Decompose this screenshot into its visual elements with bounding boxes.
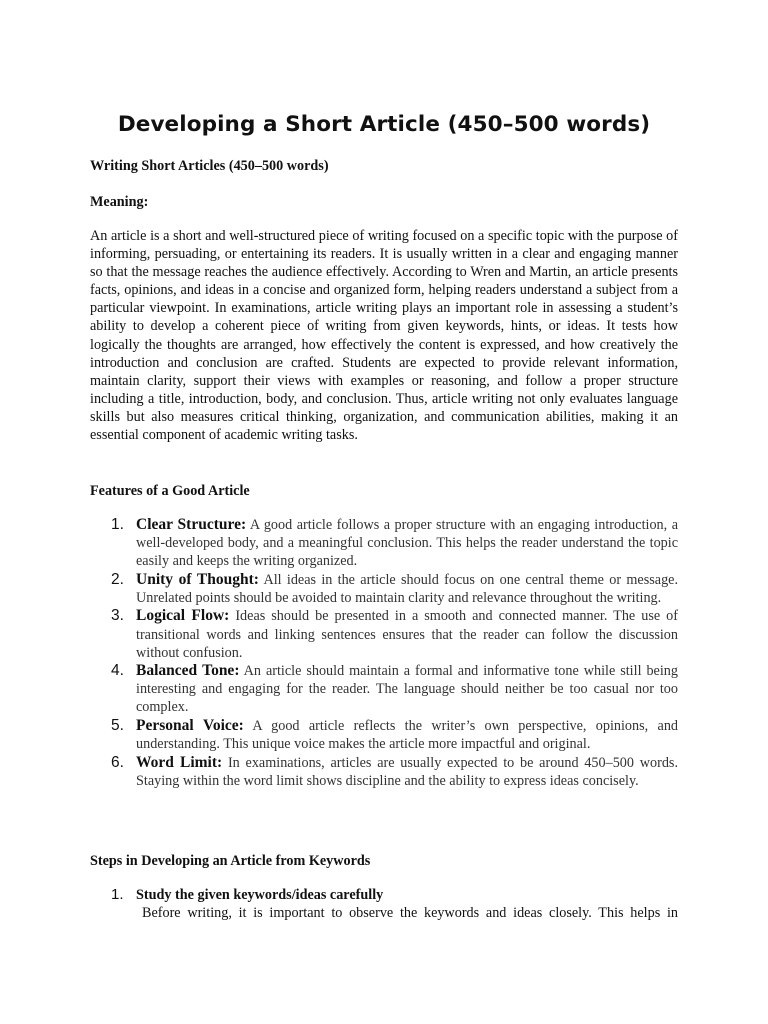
steps-list: [90, 886, 678, 922]
feature-description: A good article reflects the writer’s own perspective, opinions, and understanding. This unique voice makes the article more impactful and original.: [136, 718, 679, 753]
feature-number: 1.: [111, 516, 124, 533]
feature-item: [90, 717, 678, 753]
feature-description: All ideas in the article should focus on one central theme or message. Unrelated points should be avoided to maintain clarity and relevance throughout the writing.: [136, 571, 679, 606]
feature-term: Clear Structure:: [136, 516, 247, 533]
feature-number: 4.: [111, 662, 124, 680]
feature-number: 5.: [111, 717, 124, 735]
feature-item: [90, 662, 678, 716]
feature-item: [90, 571, 678, 607]
features-list: [90, 516, 678, 790]
feature-item: [90, 516, 678, 570]
feature-term: Word Limit:: [136, 753, 223, 771]
feature-item: [90, 754, 678, 790]
feature-term: Unity of Thought:: [136, 570, 259, 588]
feature-description: An article should maintain a formal and informative tone while still being interesting and engaging for the reader. The language should neither be too casual nor too complex.: [136, 663, 678, 716]
feature-item: [90, 607, 678, 661]
section-heading-features: Features of a Good Article: [90, 483, 250, 499]
feature-description: In examinations, articles are usually expected to be around 450–500 words. Staying within the word limit shows discipline and the ability to express ideas concisely.: [136, 754, 678, 789]
section-heading-steps: Steps in Developing an Article from Keywords: [90, 853, 371, 869]
feature-term: Balanced Tone:: [136, 662, 240, 680]
feature-number: 6.: [111, 753, 124, 771]
feature-number: 3.: [111, 607, 124, 625]
feature-description: Ideas should be presented in a smooth and connected manner. The use of transitional words and linking sentences ensures that the reader can follow the discussion without confusion.: [136, 608, 678, 661]
section-heading-writing-short-articles: Writing Short Articles (450–500 words): [90, 158, 329, 174]
page-title: Developing a Short Article (450–500 words): [117, 112, 651, 137]
feature-number: 2.: [111, 570, 124, 588]
section-heading-meaning: Meaning:: [90, 194, 149, 210]
feature-description: A good article follows a proper structure with an engaging introduction, a well-developed body, and a meaningful conclusion. This helps the reader understand the topic easily and keeps the writing organized.: [136, 517, 678, 570]
feature-term: Personal Voice:: [136, 717, 244, 735]
meaning-paragraph: An article is a short and well-structured piece of writing focused on a specific topic with the purpose of informing, persuading, or entertaining its readers. It is usually written in a clear and engaging manner so that the message reaches the audience effectively. According to Wren and Martin, an article presents facts, opinions, and ideas in a concise and organized form, helping readers understand a subject from a particular viewpoint. In examinations, article writing plays an important role in assessing a student’s ability to develop a coherent piece of writing from given keywords, hints, or ideas. It tests how logically the thoughts are arranged, how effectively the content is expressed, and how creatively the introduction and conclusion are crafted. Students are expected to provide relevant information, maintain clarity, support their views with examples or reasoning, and follow a proper structure including a title, introduction, body, and conclusion. Thus, article writing not only evaluates language skills but also measures critical thinking, organization, and communication abilities, making it an essential component of academic writing tasks.: [90, 228, 678, 444]
step-item: [90, 886, 678, 922]
step-description: Before writing, it is important to observe the keywords and ideas closely. This helps in: [142, 905, 678, 922]
step-title: Study the given keywords/ideas carefully: [136, 887, 384, 903]
feature-term: Logical Flow:: [136, 607, 230, 625]
step-number: 1.: [111, 886, 124, 903]
